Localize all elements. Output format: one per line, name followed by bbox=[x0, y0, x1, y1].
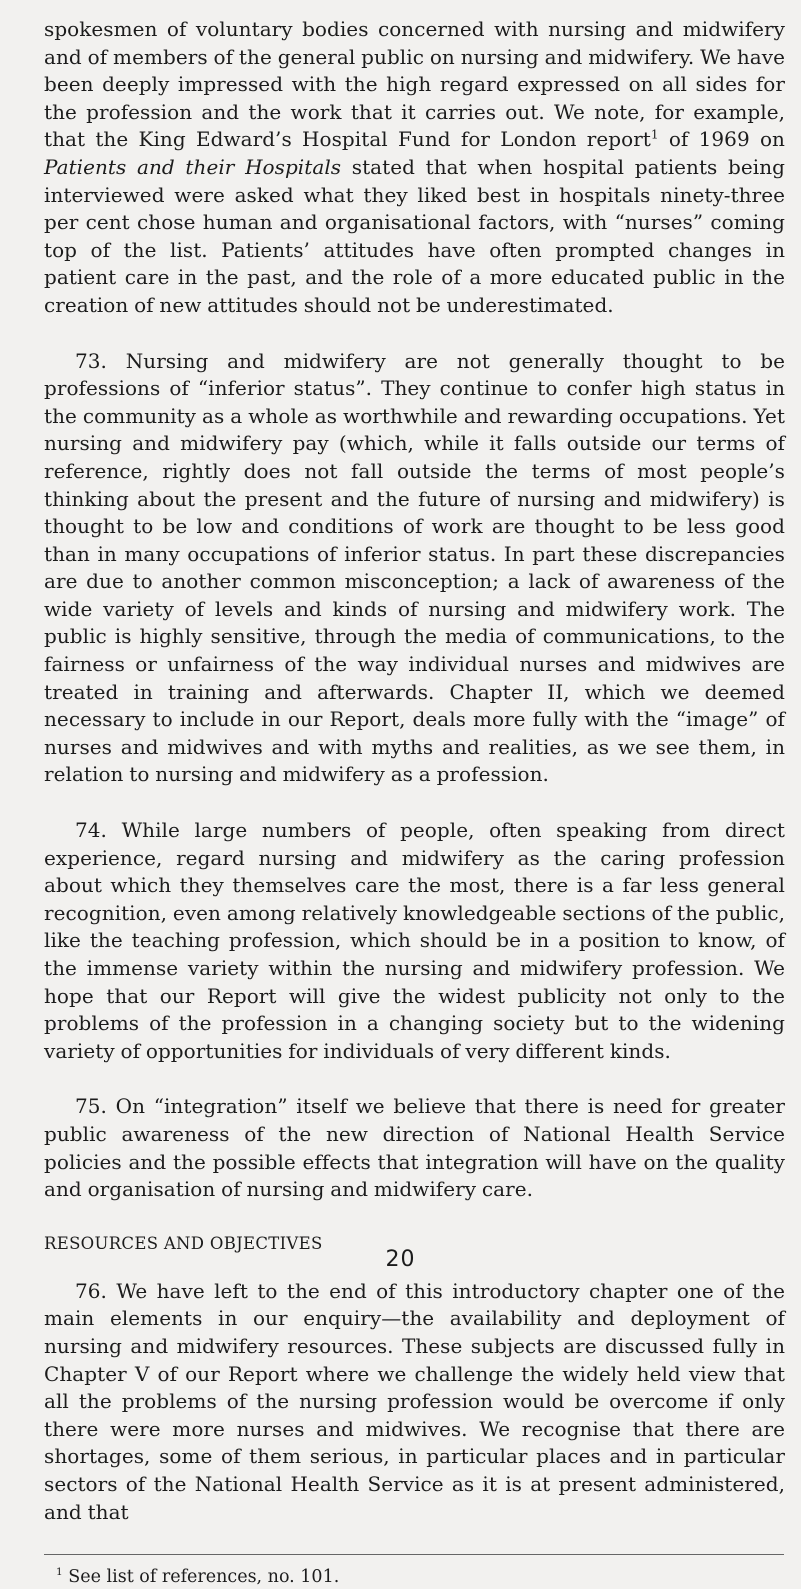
paragraph-text: Nursing and midwifery are not generally thought to be professions of “inferior status”. They continue to confer high status in the community as a whole as worthwhile and rewarding occupations. Yet nursing and midwifery pay (which, while it falls outside our terms of reference, rightly does not fall outside the terms of most people’s thinking about the present and the future of nursing and midwifery) is thought to be low and conditions of work are thought to be less good than in many occupations of inferior status. In part these discrepancies are due to another common misconception; a lack of awareness of the wide variety of levels and kinds of nursing and midwifery work. The public is highly sensitive, through the media of communications, to the fairness or unfairness of the way individual nurses and midwives are treated in training and afterwards. Chapter II, which we deemed necessary to include in our Report, deals more fully with the “image” of nurses and midwives and with myths and realities, as we see them, in relation to nursing and midwifery as a profession. bbox=[44, 348, 786, 787]
report-title: Patients and their Hospitals bbox=[44, 154, 342, 179]
paragraph-73 bbox=[44, 348, 785, 790]
section-heading: RESOURCES AND OBJECTIVES bbox=[44, 1233, 323, 1253]
paragraph-text: We have left to the end of this introductory chapter one of the main elements in our enquiry—the availability and deployment of nursing and midwifery resources. These subjects are discussed fully in Chapter V of our Report where we challenge the widely held view that all the problems of the nursing profession would be overcome if only there were more nurses and midwives. We recognise that there are shortages, some of them serious, in particular places and in particular sectors of the National Health Service as it is at present administered, and that bbox=[44, 1278, 785, 1524]
footnote-reference: 1 bbox=[650, 127, 659, 142]
paragraph-text: stated that when hospital patients being interviewed were asked what they liked best in hospitals ninety-three per cent chose human and organisational factors, with “nurses” coming top of the list. Patients’ attitudes have often prompted changes in patient care in the past, and the role of a more educated public in the creation of new attitudes should not be underestimated. bbox=[44, 154, 785, 317]
footnote-divider bbox=[44, 1554, 784, 1555]
footnote-mark: 1 bbox=[56, 1566, 63, 1579]
paragraph-number: 74. bbox=[75, 818, 107, 843]
paragraph-text: On “integration” itself we believe that there is need for greater public awareness of the new direction of National Health Service policies and the possible effects that integration will have on the quality and organisation of nursing and midwifery care. bbox=[44, 1094, 786, 1202]
paragraph-number: 73. bbox=[75, 348, 107, 373]
paragraph-74 bbox=[44, 817, 785, 1065]
page-number: 20 bbox=[385, 1247, 416, 1272]
paragraph-number: 75. bbox=[75, 1094, 107, 1119]
footnote bbox=[56, 1565, 785, 1589]
footnote-text: See list of references, no. 101. bbox=[62, 1567, 340, 1588]
paragraph-number: 76. bbox=[75, 1278, 107, 1303]
paragraph-continuation bbox=[44, 16, 785, 320]
paragraph-text: spokesmen of voluntary bodies concerned with nursing and midwifery and of members of the general public on nursing and midwifery. We have been deeply impressed with the high regard expressed on all sides for the profession and the work that it carries out. We note, for example, that the King Edward’s Hospital Fund for London report bbox=[44, 17, 785, 152]
paragraph-text: of 1969 on bbox=[658, 127, 785, 152]
paragraph-75 bbox=[44, 1093, 785, 1203]
paragraph-text: While large numbers of people, often speaking from direct experience, regard nursing and midwifery as the caring profession about which they themselves care the most, there is a far less general recognition, even among relatively knowledgeable sections of the public, like the teaching profession, which should be in a position to know, of the immense variety within the nursing and midwifery profession. We hope that our Report will give the widest publicity not only to the problems of the profession in a changing society but to the widening variety of opportunities for individuals of very different kinds. bbox=[44, 818, 785, 1063]
paragraph-76 bbox=[44, 1278, 785, 1526]
